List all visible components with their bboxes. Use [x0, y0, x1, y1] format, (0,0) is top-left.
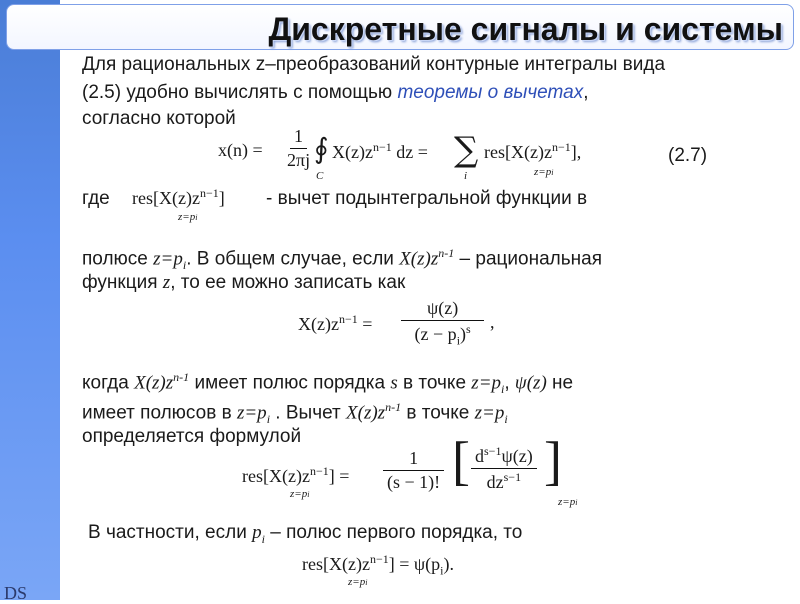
paragraph-3-line-1: когда $X(z)z^{n-1}$ имеет полюс порядка s в точке $z=p_i$, ψ(z) не: [82, 370, 574, 397]
paragraph-2-line-2: функция z, то ее можно записать как: [82, 272, 406, 293]
equation-residue-order-s: $res[X(z)z^{n-1}]$ = z=pi $\frac{1}{(s - 1)!}$ [ $d^{s-1}\psi(z)$ $dz^{s-1}$ ] z=pi: [242, 431, 578, 508]
where-label: где: [82, 188, 110, 209]
title-box: [6, 4, 794, 50]
sidebar-label: DS: [4, 583, 28, 603]
where-text: - вычет подынтегральной функции в: [266, 188, 588, 209]
paragraph-1-line-3: согласно которой: [82, 108, 236, 129]
page-title: Дискретные сигналы и системы: [268, 11, 783, 47]
equation-2-7: x(n) = $\frac{1}{2\pi j}$ ∮ C $X(z)z^{n-1}$ dz = ∑ i $res[X(z)z^{n-1}]$, z=pi: [218, 126, 582, 182]
paragraph-4: В частности, если $p_i$ – полюс первого порядка, то: [88, 522, 523, 546]
equation-rational-form: $X(z)z^{n-1}$ = $\frac{\psi(z)}{(z - p_i)^s}$ ,: [298, 298, 495, 348]
theorem-link-text: теоремы о вычетах: [397, 82, 584, 103]
where-residue-subscript: z=pi: [178, 211, 198, 223]
sidebar-bar: [0, 0, 60, 603]
paragraph-3-line-3: определяется формулой: [82, 426, 302, 447]
right-bracket-icon: ]: [544, 431, 562, 491]
paragraph-1-line-2: (2.5) удобно вычислять с помощью теоремы о вычетах,: [82, 82, 589, 103]
paragraph-2-line-1: полюсе $z=p_i$. В общем случае, если $X(z)z^{n-1}$ – рациональная: [82, 246, 602, 273]
equation-first-order-residue: $res[X(z)z^{n-1}] = \psi(p_i)$. z=pi: [302, 552, 454, 588]
equation-number: (2.7): [668, 145, 708, 166]
paragraph-1-line-1: Для рациональных z–преобразований контурные интегралы вида: [82, 54, 666, 75]
sum-icon: ∑: [454, 130, 479, 170]
contour-integral-icon: ∮: [314, 134, 329, 165]
where-residue: $res[X(z)z^{n-1}]$: [132, 186, 225, 208]
paragraph-3-line-2: имеет полюсов в $z=p_i$ . Вычет $X(z)z^{n-1}$ в точке $z=p_i$: [82, 400, 508, 427]
left-bracket-icon: [: [452, 431, 470, 491]
